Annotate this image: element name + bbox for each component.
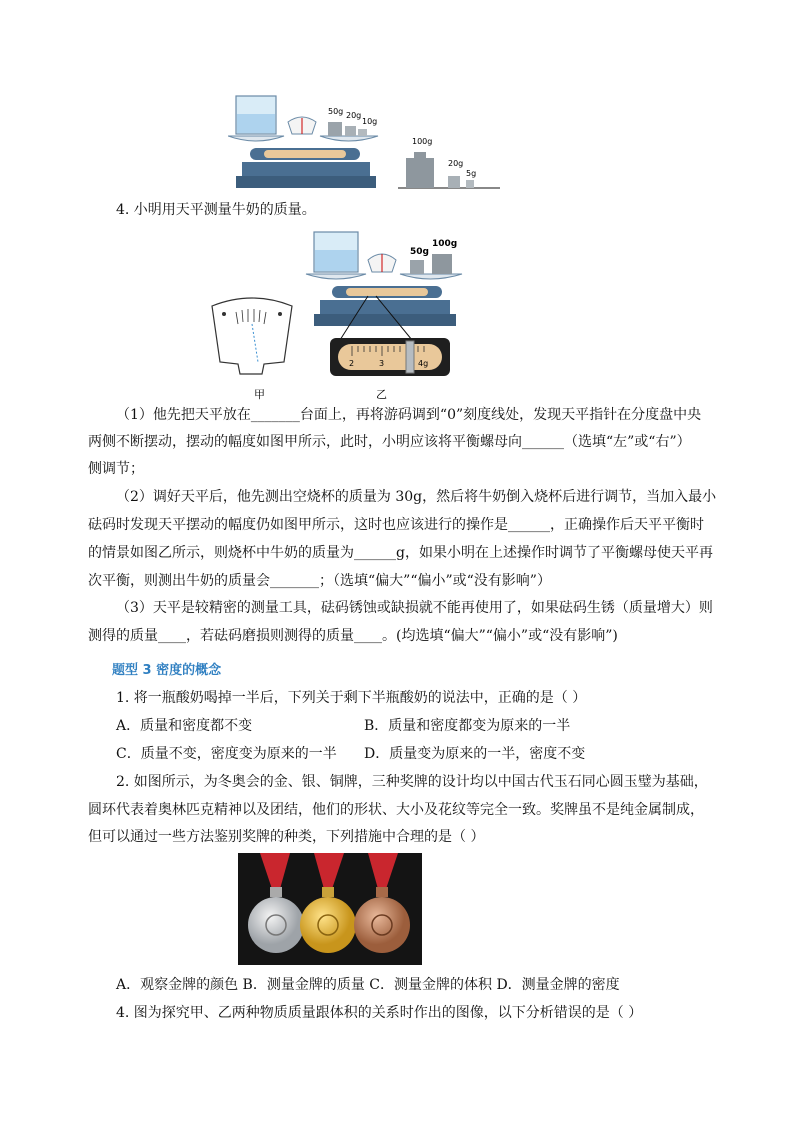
balance-illustration-2: [206, 228, 468, 404]
figure-balance-2: [206, 228, 468, 404]
figure-balance-1: [228, 92, 508, 196]
q2-text-line: 2. 如图所示，为冬奥会的金、银、铜牌，三种奖牌的设计均以中国古代玉石同心圆玉璧为基础，: [116, 774, 708, 790]
scale-tick-label: 4g: [418, 359, 429, 368]
pan-weight-label: 100g: [432, 239, 458, 249]
q1-option-a: A．质量和密度都不变: [116, 718, 253, 734]
q4-text-line: 测得的质量____，若砝码磨损则测得的质量____。(均选填“偏大”“偏小”或“没有影响”): [88, 628, 618, 644]
figure-label-jia: 甲: [254, 388, 265, 401]
scale-tick-label: 3: [379, 359, 385, 368]
question-4b-stem: 4. 图为探究甲、乙两种物质质量跟体积的关系时作出的图像，以下分析错误的是（ ）: [116, 1005, 643, 1021]
medals-photo: [238, 853, 422, 965]
q1-option-b: B．质量和密度都变为原来的一半: [364, 718, 571, 734]
silver-medal: [248, 897, 304, 953]
q4-text-line: 砝码时发现天平摆动的幅度仍如图甲所示，这时也应该进行的操作是______，正确操作后天平平衡时: [88, 517, 704, 533]
aside-weight-label: 5g: [466, 169, 477, 178]
figure-label-yi: 乙: [376, 388, 387, 401]
q1-option-c: C．质量不变，密度变为原来的一半: [116, 746, 337, 762]
q1-option-d: D．质量变为原来的一半，密度不变: [364, 746, 586, 762]
pan-weight-label: 50g: [410, 247, 429, 257]
q4-text-line: 次平衡，则测出牛奶的质量会_______；（选填“偏大”“偏小”或“没有影响”）: [88, 573, 551, 589]
aside-weight-label: 20g: [448, 159, 464, 168]
q4-text-line: （3）天平是较精密的测量工具，砝码锈蚀或缺损就不能再使用了，如果砝码生锈（质量增大）则: [116, 600, 713, 616]
pan-weight-label: 10g: [362, 117, 378, 126]
q2-options: A．观察金牌的颜色 B．测量金牌的质量 C．测量金牌的体积 D．测量金牌的密度: [116, 977, 620, 993]
medals-illustration: [238, 853, 422, 965]
pan-weight-label: 50g: [328, 107, 344, 116]
q4-text-line: （2）调好天平后，他先测出空烧杯的质量为 30g，然后将牛奶倒入烧杯后进行调节，当加入最小: [116, 489, 717, 505]
q4-text-line: （1）他先把天平放在_______台面上，再将游码调到“0”刻度线处，发现天平指针在分度盘中央: [116, 407, 702, 423]
q4-text-line: 两侧不断摆动，摆动的幅度如图甲所示，此时，小明应该将平衡螺母向______（选填“左”或“右”）: [88, 434, 691, 450]
section-heading: 题型 3 密度的概念: [112, 663, 222, 678]
scale-tick-label: 2: [349, 359, 355, 368]
balance-illustration-1: [228, 92, 508, 196]
pan-weight-label: 20g: [346, 111, 362, 120]
q4-text-line: 侧调节；: [88, 461, 144, 477]
q2-text-line: 圆环代表着奥林匹克精神以及团结，他们的形状、大小及花纹等完全一致。奖牌虽不是纯金属制成，: [88, 802, 704, 818]
q2-text-line: 但可以通过一些方法鉴别奖牌的种类，下列措施中合理的是（ ）: [88, 829, 485, 845]
question-4-intro: 4. 小明用天平测量牛奶的质量。: [116, 202, 316, 218]
aside-weight-label: 100g: [412, 137, 433, 146]
q1-stem: 1. 将一瓶酸奶喝掉一半后，下列关于剩下半瓶酸奶的说法中，正确的是（ ）: [116, 690, 587, 706]
gold-medal: [300, 897, 356, 953]
bronze-medal: [354, 897, 410, 953]
q4-text-line: 的情景如图乙所示，则烧杯中牛奶的质量为______g，如果小明在上述操作时调节了平衡螺母使天平再: [88, 545, 713, 561]
